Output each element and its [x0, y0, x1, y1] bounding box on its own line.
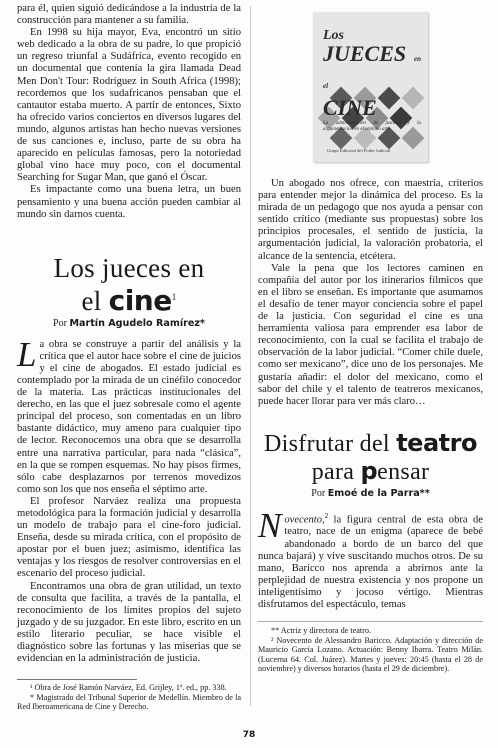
drop-cap: L	[17, 334, 37, 374]
footnote: * Magistrado del Tribunal Superior de Medellín. Miembro de la Red Iberoamericana de Cine y Derecho.	[17, 692, 241, 712]
footnote-rule	[258, 621, 483, 622]
paragraph: En 1998 su hija mayor, Eva, encontró un sitio web dedicado a la obra de su padre, lo que propició un regreso triunfal a Sudáfrica, evento recogido en un documental que contenía la gira llamada Dead Men Don't Tour: Rodríguez in South Africa (1998); recordemos que los sudafricanos pensaban que el cantautor estaba muerto. A partir de entonces, Sixto ha ofrecido varios conciertos en diversos lugares del mundo, algunos artistas han hecho nuevas versiones de sus canciones e, incluso, parte de su obra ha aparecido en películas famosas, pero la notoriedad global vino hace muy poco, con el documental Searching for Sugar Man, que ganó el Óscar.	[17, 27, 241, 184]
left-column	[17, 3, 241, 712]
byline: Por Martín Agudelo Ramírez*	[53, 317, 205, 329]
paragraph: Encontramos una obra de gran utilidad, un texto de consulta que facilita, a través de la pantalla, el reconocimiento de los límites propios del sujeto juzgado y de su juzgador. En este libro, escrito en un estilo literario peculiar, se hace visible el diagnóstico sobre las fortunas y las miserias que se evidencian en la administración de justicia.	[17, 580, 241, 665]
paragraph: La obra se construye a partir del análisis y la crítica que el autor hace sobre el cine de juicios y el cine de abogados. El estado judicial es contemplado por la mirada de un cinéfilo conocedor de la materia. Las prácticas institucionales del derecho, en las que el juez sobresale como el agente principal del proceso, son comentadas en un libro bastante didáctico, muy ameno para cualquier tipo de lector. Reconocemos una obra que se desarrolla entre una narrativa particular, para nada “clásica”, en la que se rompen esquemas. No hay pisos firmes, sólo cabe desplazarnos por terrenos movedizos como son los que nos enseña el séptimo arte.	[17, 334, 241, 495]
column-divider	[250, 6, 251, 706]
paragraph: Novecento,$^2$ la figura central de esta obra de teatro, nace de un enigma (aparece de bebé abandonado a bordo de un barco del que nunca bajará) y vive suscitando muchos otros. De su mano, Baricco nos aprenda a abrirnos ante la perplejidad de nuestra existencia y nos propone un inteligentísimo y jocoso vértigo. Mientras disfrutamos del espectáculo, temas	[258, 505, 483, 610]
footnotes	[17, 683, 241, 712]
footnote: ** Actriz y directora de teatro.	[271, 626, 372, 636]
book-publisher: Grupo Editorial del Poder Judicial	[327, 147, 391, 153]
book-cover-image	[313, 12, 428, 162]
book-title: Los JUECES en el CINE La administración de justicia y la argumentación en el séptimo arte	[323, 28, 421, 132]
author-name: Emoé de la Parra**	[327, 487, 430, 499]
section-title-teatro: Disfrutar del teatro para pensar	[264, 428, 477, 485]
footnotes	[258, 626, 483, 674]
footnote: ¹ Obra de José Ramón Narváez, Ed. Grijley, 1ª. ed., pp. 338.	[30, 683, 227, 693]
right-column	[258, 0, 483, 674]
footnote-rule	[17, 679, 137, 680]
page-number: 78	[242, 730, 256, 740]
author-name: Martín Agudelo Ramírez*	[69, 317, 205, 329]
section-title-jueces: Los jueces en el cine$^1$	[53, 252, 205, 317]
paragraph: El profesor Narváez realiza una propuesta metodológica para la formación judicial y desarrolla un modelo de trabajo para el cine-foro judicial. Enseña, desde su mirada crítica, con el propósito de apostar por el buen juez; asimismo, identifica las ventajas y los riesgos de resolver controversias en el escenario del proceso judicial.	[17, 495, 241, 580]
footnote: ² Novecento de Alessandro Baricco. Adaptación y dirección de Mauricio García Lozano. Actuación: Benny Ibarra. Teatro Milán. (Lucerna 64. Col. Juárez). Martes y jueves: 20:45 (hasta el 28 de noviembre) y diversos horarios (hasta el 29 de diciembre).	[258, 635, 483, 674]
paragraph: Vale la pena que los lectores caminen en compañía del autor por los itinerarios fílmicos que en el libro se enseñan. Es importante que asumamos el desafío de tener mayor conciencia sobre el papel de la justicia. Con seguridad el cine es una herramienta valiosa para emprender esa labor de reconocimiento, con la cual se facilita el trabajo de observación de la labor judicial. “Comer chile duele, como ser mexicano”, dice uno de los personajes. Me gustaría añadir: el dolor del mexicano, como el sabor del chile y el talento de teatreros mexicanos, puede hacer llorar para ver más claro…	[258, 262, 483, 407]
paragraph: Es impactante como una buena letra, un buen pensamiento y una buena acción pueden cambiar al mundo sin darnos cuenta.	[17, 184, 241, 220]
drop-cap: N	[258, 505, 282, 545]
byline: Por Emoé de la Parra**	[311, 487, 430, 499]
paragraph: Un abogado nos ofrece, con maestría, criterios para entender mejor la dinámica del proceso. Es la mirada de un pedagogo que nos ayuda a pensar con sentido crítico (mediante sus propuestas) sobre los principios procesales, el sentido de justicia, la argumentación judicial, la valoración probatoria, el alcance de la sentencia, etcétera.	[258, 178, 483, 262]
paragraph: para él, quien siguió dedicándose a la industria de la construcción para mantener a su familia.	[17, 3, 241, 27]
